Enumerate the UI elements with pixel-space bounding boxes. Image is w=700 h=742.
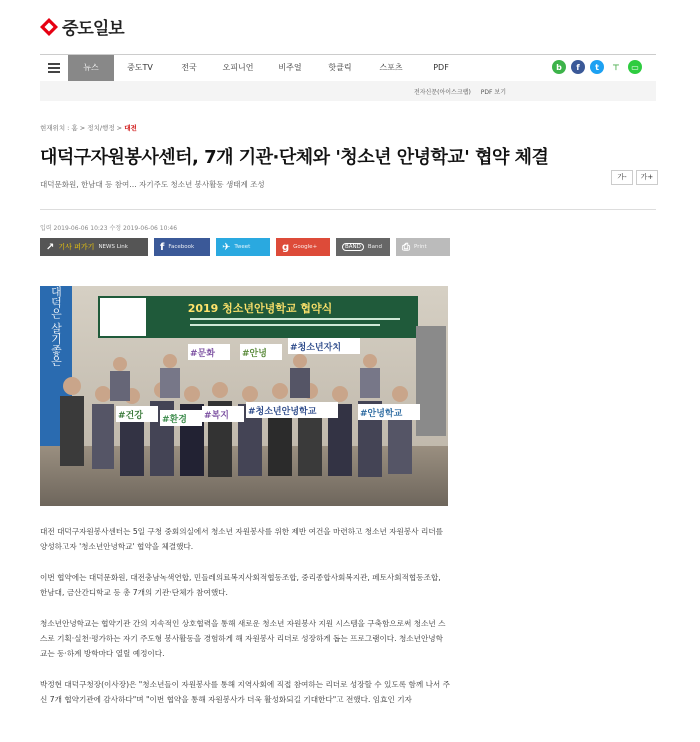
- font-smaller-button[interactable]: 가-: [611, 170, 633, 185]
- site-logo[interactable]: [40, 14, 124, 39]
- facebook-icon[interactable]: f: [571, 60, 585, 74]
- share-bar: [40, 238, 450, 256]
- breadcrumb: [40, 123, 137, 132]
- divider: [40, 209, 656, 210]
- font-larger-button[interactable]: 가+: [636, 170, 658, 185]
- print-icon: ⎙: [402, 241, 410, 253]
- article-subtitle: 대덕문화원, 한남대 등 참여… 자기주도 청소년 봉사활동 생태계 조성: [40, 180, 265, 189]
- photo-banner-text: 2019 청소년안녕학교 협약식: [187, 302, 333, 315]
- nav-item-sports[interactable]: 스포츠: [379, 63, 403, 72]
- social-links: [552, 60, 642, 74]
- share-icon[interactable]: ⊤: [609, 60, 623, 74]
- facebook-share-button[interactable]: f Facebook: [154, 238, 210, 256]
- sign-2: #청소년자치: [290, 343, 342, 353]
- article-paragraph-3: 청소년안녕학교는 협약기관 간의 지속적인 상호협력을 통해 새로운 청소년 자원봉사 지원 시스템을 구축함으로써 청소년 스스로 기획·실천·평가하는 자기 주도형 봉사활동을 경험하게 해 자원봉사 리더로 성장하게 돕는 프로그램이다. 청소년안녕학교는 동·하계 방학마다 열릴 예정이다.: [40, 619, 446, 658]
- logo-diamond-icon: [40, 18, 58, 36]
- sign-5: #복지: [204, 411, 229, 421]
- nav-item-tv[interactable]: 중도TV: [127, 63, 153, 72]
- menu-icon[interactable]: [40, 55, 68, 81]
- scrap-button[interactable]: ↗ 기사 퍼가기 NEWS Link: [40, 238, 148, 256]
- article-title: 대덕구자원봉사센터, 7개 기관·단체와 '청소년 안녕학교' 협약 체결: [40, 147, 549, 168]
- font-size-controls: [611, 170, 658, 185]
- article-paragraph-1: 대전 대덕구자원봉사센터는 5일 구청 중회의실에서 청소년 자원봉사를 위한 제반 여건을 마련하고 청소년 자원봉사 리더를 양성하고자 '청소년안녕학교' 협약을 체결했다.: [40, 527, 443, 551]
- scrap-icon: ↗: [46, 241, 55, 253]
- breadcrumb-current[interactable]: 대전: [124, 124, 137, 132]
- nav-item-news[interactable]: 뉴스: [68, 55, 114, 81]
- talk-icon[interactable]: b: [552, 60, 566, 74]
- twitter-icon[interactable]: t: [590, 60, 604, 74]
- e-paper-link[interactable]: 전자신문(아이스크랩): [413, 89, 471, 96]
- sub-bar: [40, 81, 656, 101]
- nav-item-visual[interactable]: 비주얼: [278, 63, 302, 72]
- twitter-share-button[interactable]: ✈ Tweet: [216, 238, 270, 256]
- band-share-button[interactable]: BAND Band: [336, 238, 390, 256]
- article-photo: [40, 286, 448, 506]
- logo-text: 중도일보: [62, 19, 124, 39]
- sign-6: #청소년안녕학교: [248, 407, 317, 417]
- article-paragraph-2: 이번 협약에는 대덕문화원, 대전충남녹색연합, 민들레의료복지사회적협동조합, 중리종합사회복지관, 페토사회적협동조합, 한남대, 금산간디학교 등 총 7개의 기관·단체가 참여했다.: [40, 573, 441, 597]
- side-banner-text: 대덕은 살기좋은: [49, 286, 63, 367]
- nav-item-hotclick[interactable]: 핫클릭: [328, 63, 352, 72]
- print-button[interactable]: ⎙ Print: [396, 238, 450, 256]
- nav-item-national[interactable]: 전국: [181, 63, 197, 72]
- google-share-button[interactable]: g Google+: [276, 238, 330, 256]
- sign-3: #건강: [118, 411, 143, 421]
- message-icon[interactable]: ▭: [628, 60, 642, 74]
- breadcrumb-path[interactable]: 현재위치 : 홈 > 정치/행정 >: [40, 124, 125, 132]
- main-nav: [40, 54, 656, 82]
- nav-item-pdf[interactable]: PDF: [433, 63, 449, 72]
- sign-0: #문화: [190, 349, 215, 359]
- nav-item-opinion[interactable]: 오피니언: [222, 63, 254, 72]
- sign-7: #안녕학교: [360, 409, 403, 419]
- pdf-view-link[interactable]: PDF 보기: [480, 89, 506, 96]
- sign-4: #환경: [162, 415, 187, 425]
- twitter-share-icon: ✈: [222, 241, 231, 253]
- article-paragraph-4: 박정현 대덕구청장(이사장)은 "청소년들이 자원봉사를 통해 지역사회에 직접 참여하는 리더로 성장할 수 있도록 함께 나서 주신 7개 협약기관에 감사하다"며 "이번 협약을 통해 자원봉사가 더욱 활성화되길 기대한다"고 전했다. 임효인 기자: [40, 680, 450, 704]
- facebook-share-icon: f: [160, 241, 165, 253]
- sign-1: #안녕: [242, 349, 267, 359]
- article-dates: 입력 2019-06-06 10:23 수정 2019-06-06 10:46: [40, 225, 178, 232]
- google-share-icon: g: [282, 241, 290, 253]
